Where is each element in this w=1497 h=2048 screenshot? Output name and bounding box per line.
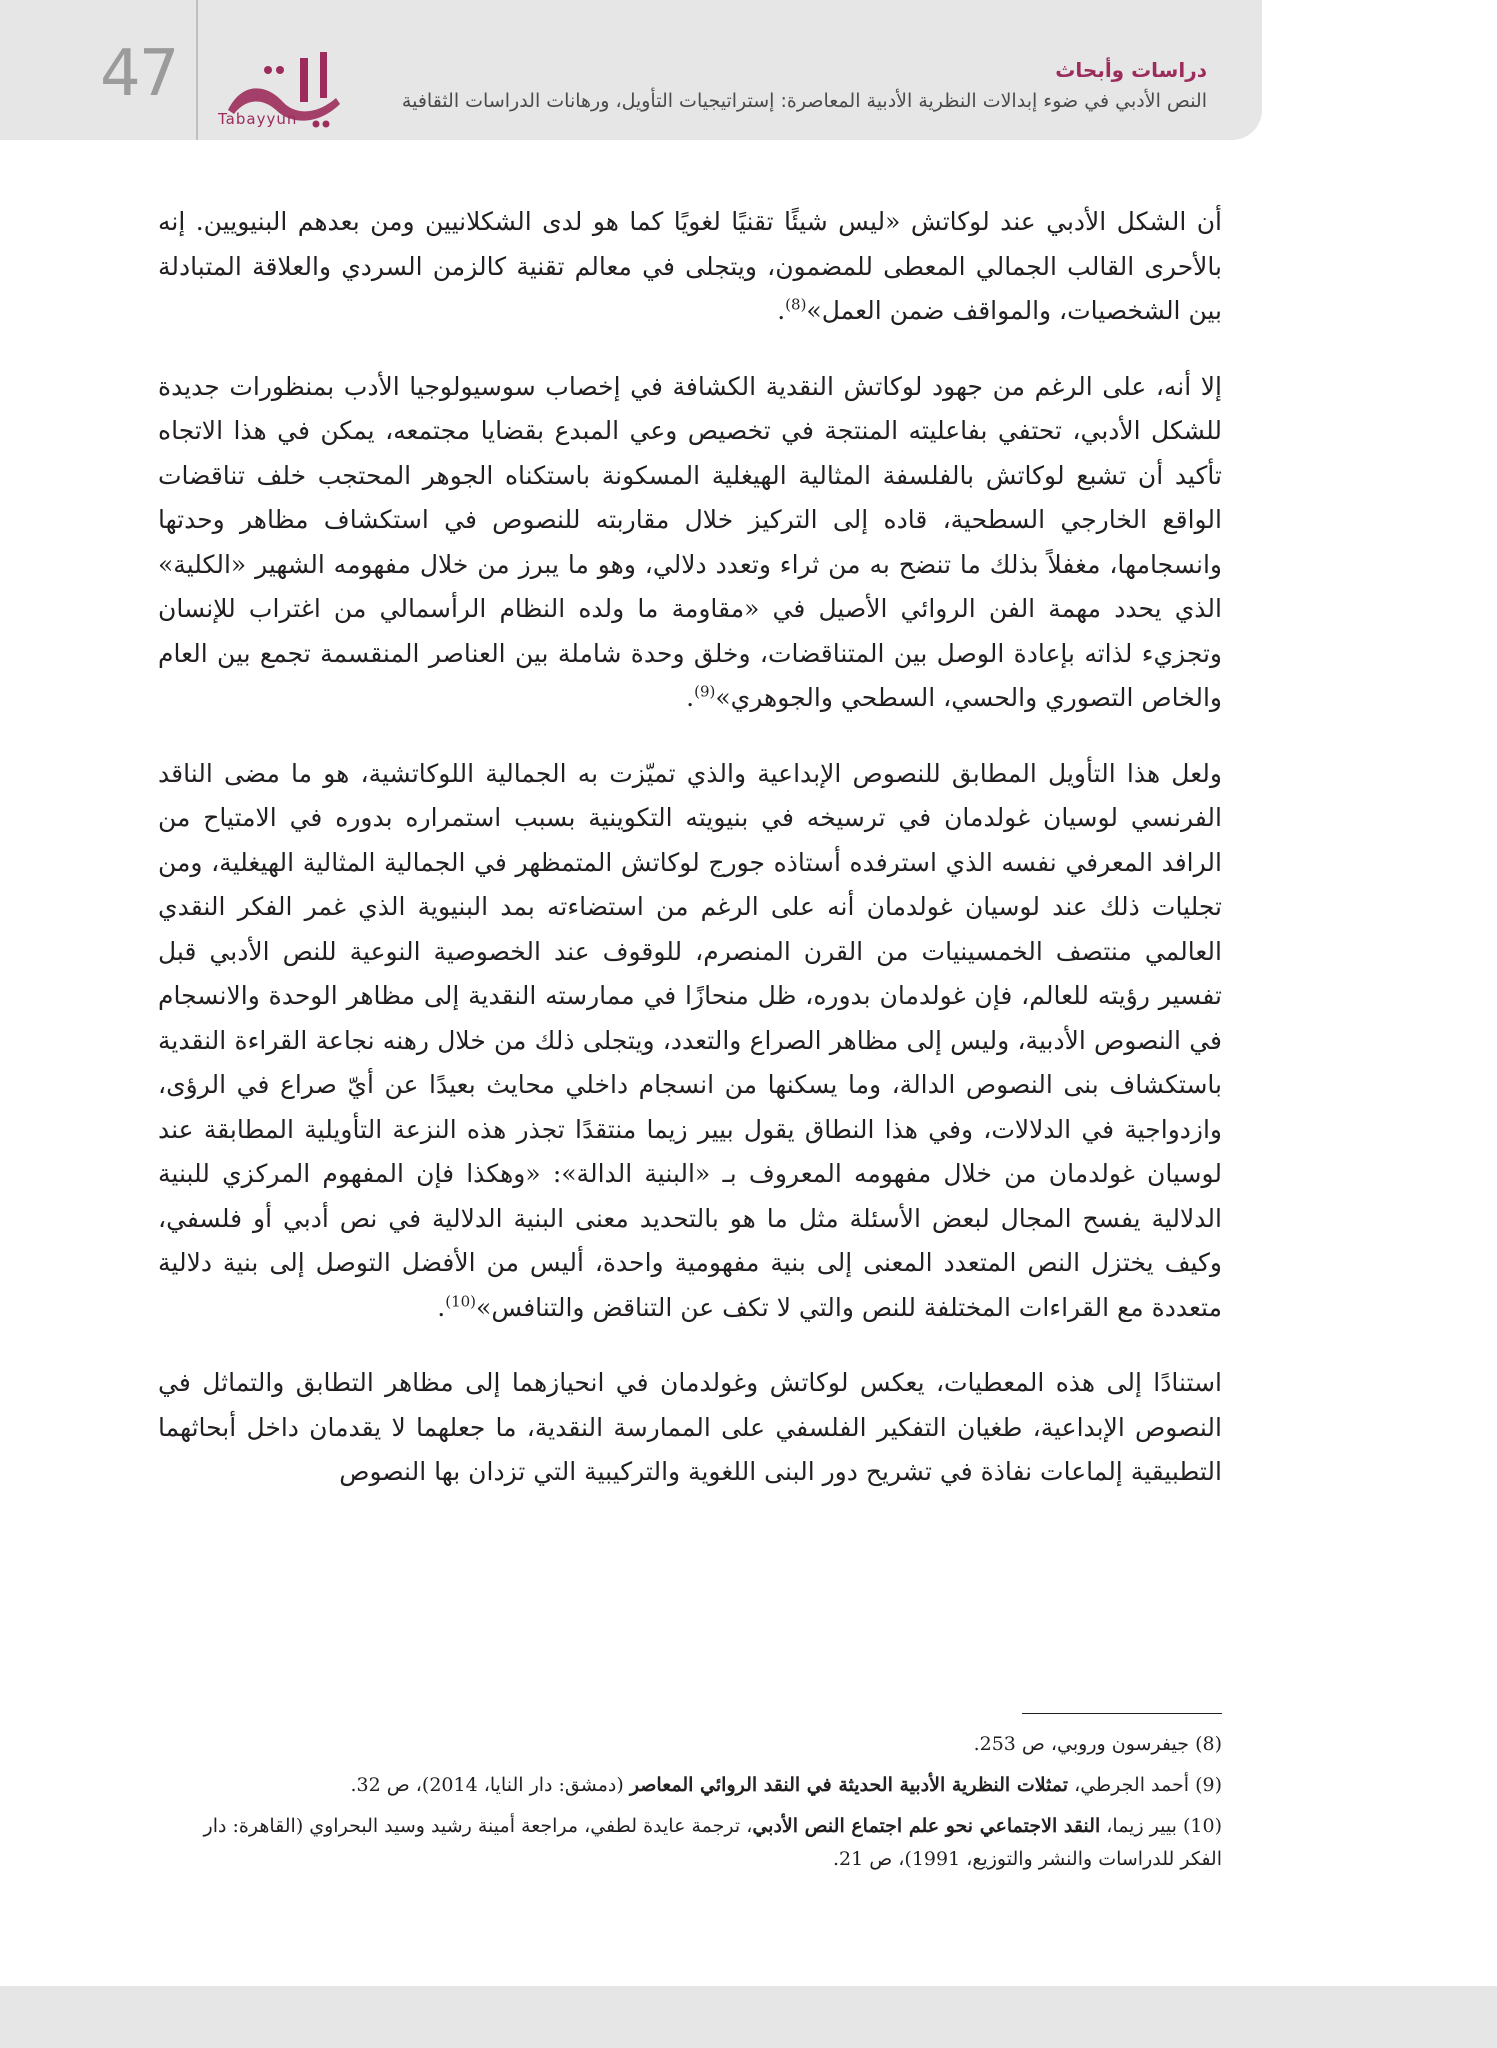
footnote-rule <box>1022 1713 1222 1714</box>
footnote-text: جيفرسون وروبي، ص 253. <box>973 1733 1190 1755</box>
bottom-band <box>0 1986 1497 2048</box>
footnote-text: بيير زيما، <box>1100 1815 1177 1837</box>
article-body <box>158 200 1222 1526</box>
footnote-book-title: النقد الاجتماعي نحو علم اجتماع النص الأدبي <box>752 1815 1101 1837</box>
footnote-text: ، ترجمة عايدة لطفي، مراجعة أمينة رشيد وسيد البحراوي (القاهرة: دار الفكر للدراسات والنشر والتوزيع، 1991)، ص 21. <box>203 1815 1222 1870</box>
paragraph-text: ولعل هذا التأويل المطابق للنصوص الإبداعية والذي تميّزت به الجمالية اللوكاتشية، هو ما مضى الناقد الفرنسي لوسيان غولدمان في ترسيخه في بنيويته التكوينية بسبب استمراره بدوره في الامتياح من الرافد المعرفي نفسه الذي استرفده أستاذه جورج لوكاتش المتمظهر في الجمالية المثالية الهيغلية، ومن تجليات ذلك عند لوسيان غولدمان أنه على الرغم من استضاءته بمد البنيوية الذي غمر الفكر النقدي العالمي منتصف الخمسينيات من القرن المنصرم، للوقوف عند الخصوصية النوعية للنص الأدبي قبل تفسير رؤيته للعالم، فإن غولدمان بدوره، ظل منحازًا في ممارسته النقدية إلى مظاهر الوحدة والانسجام في النصوص الأدبية، وليس إلى مظاهر الصراع والتعدد، ويتجلى ذلك من خلال رهنه نجاعة القراءة النقدية باستكشاف بنى النصوص الدالة، وما يسكنها من انسجام داخلي محايث بعيدًا عن أيّ صراع في الرؤى، وازدواجية في الدلالات، وفي هذا النطاق يقول بيير زيما منتقدًا تجذر هذه النزعة التأويلية المطابقة عند لوسيان غولدمان من خلال مفهومه المعروف بـ «البنية الدالة»: «وهكذا فإن المفهوم المركزي للبنية الدلالية يفسح المجال لبعض الأسئلة مثل ما هو بالتحديد معنى البنية الدلالية في نص أدبي أو فلسفي، وكيف يختزل النص المتعدد المعنى إلى بنية مفهومية واحدة، أليس من الأفضل التوصل إلى بنية دلالية متعددة مع القراءات المختلفة للنص والتي لا تكف عن التناقض والتنافس» <box>158 758 1222 1322</box>
footnotes <box>158 1728 1222 1884</box>
footnote-ref-9[interactable]: (9) <box>694 682 716 701</box>
footnote-text: أحمد الجرطي، <box>1068 1774 1190 1796</box>
paragraph-text: استنادًا إلى هذه المعطيات، يعكس لوكاتش وغولدمان في انحيازهما إلى مظاهر التطابق والتماثل في النصوص الإبداعية، طغيان التفكير الفلسفي على الممارسة النقدية، ما جعلهما لا يقدمان داخل أبحاثهما التطبيقية إلماعات نفاذة في تشريح دور البنى اللغوية والتركيبية التي تزدان بها النصوص <box>158 1368 1222 1486</box>
footnote-number: (9) <box>1195 1774 1222 1796</box>
footnote-ref-10[interactable]: (10) <box>445 1292 477 1311</box>
running-title: النص الأدبي في ضوء إبدالات النظرية الأدبية المعاصرة: إستراتيجيات التأويل، ورهانات الدراسات الثقافية <box>401 90 1207 112</box>
paragraph-text: أن الشكل الأدبي عند لوكاتش «ليس شيئًا تقنيًا لغويًا كما هو لدى الشكلانيين ومن بعدهم البنيويين. إنه بالأحرى القالب الجمالي المعطى للمضمون، ويتجلى في معالم تقنية كالزمن السردي والعلاقة المتبادلة بين الشخصيات، والمواقف ضمن العمل» <box>158 207 1222 325</box>
footnote-ref-8[interactable]: (8) <box>785 295 807 314</box>
footnote-number: (8) <box>1195 1733 1222 1755</box>
footnote-text: (دمشق: دار النايا، 2014)، ص 32. <box>350 1774 630 1796</box>
paragraph-1: أن الشكل الأدبي عند لوكاتش «ليس شيئًا تقنيًا لغويًا كما هو لدى الشكلانيين ومن بعدهم البنيويين. إنه بالأحرى القالب الجمالي المعطى للمضمون، ويتجلى في معالم تقنية كالزمن السردي والعلاقة المتبادلة بين الشخصيات، والمواقف ضمن العمل»$^{(8)}$. <box>158 207 1222 325</box>
paragraph-2: إلا أنه، على الرغم من جهود لوكاتش النقدية الكشافة في إخصاب سوسيولوجيا الأدب بمنظورات جديدة للشكل الأدبي، تحتفي بفاعليته المنتجة في تخصيص وعي المبدع بقضايا مجتمعه، يمكن في هذا الاتجاه تأكيد أن تشبع لوكاتش بالفلسفة المثالية الهيغلية المسكونة باستكناه الجوهر المحتجب خلف تناقضات الواقع الخارجي السطحية، قاده إلى التركيز خلال مقاربته للنصوص في استكشاف مظاهر وحدتها وانسجامها، مغفلاً بذلك ما تنضح به من ثراء وتعدد دلالي، وهو ما يبرز من خلال مفهومه الشهير «الكلية» الذي يحدد مهمة الفن الروائي الأصيل في «مقاومة ما ولده النظام الرأسمالي من اغتراب للإنسان وتجزيء لذاته بإعادة الوصل بين المتناقضات، وخلق وحدة شاملة بين العناصر المنقسمة تجمع بين العام والخاص التصوري والحسي، السطحي والجوهري»$^{(9)}$. <box>158 371 1222 712</box>
footnote-10 <box>158 1810 1222 1876</box>
footnote-8 <box>158 1728 1222 1761</box>
logo-latin-text: Tabayyun <box>218 110 298 128</box>
paragraph-3: ولعل هذا التأويل المطابق للنصوص الإبداعية والذي تميّزت به الجمالية اللوكاتشية، هو ما مضى الناقد الفرنسي لوسيان غولدمان في ترسيخه في بنيويته التكوينية بسبب استمراره بدوره في الامتياح من الرافد المعرفي نفسه الذي استرفده أستاذه جورج لوكاتش المتمظهر في الجمالية المثالية الهيغلية، ومن تجليات ذلك عند لوسيان غولدمان أنه على الرغم من استضاءته بمد البنيوية الذي غمر الفكر النقدي العالمي منتصف الخمسينيات من القرن المنصرم، للوقوف عند الخصوصية النوعية للنص الأدبي قبل تفسير رؤيته للعالم، فإن غولدمان بدوره، ظل منحازًا في ممارسته النقدية إلى مظاهر الوحدة والانسجام في النصوص الأدبية، وليس إلى مظاهر الصراع والتعدد، ويتجلى ذلك من خلال رهنه نجاعة القراءة النقدية باستكشاف بنى النصوص الدالة، وما يسكنها من انسجام داخلي محايث بعيدًا عن أيّ صراع في الرؤى، وازدواجية في الدلالات، وفي هذا النطاق يقول بيير زيما منتقدًا تجذر هذه النزعة التأويلية المطابقة عند لوسيان غولدمان من خلال مفهومه المعروف بـ «البنية الدالة»: «وهكذا فإن المفهوم المركزي للبنية الدلالية يفسح المجال لبعض الأسئلة مثل ما هو بالتحديد معنى البنية الدلالية في نص أدبي أو فلسفي، وكيف يختزل النص المتعدد المعنى إلى بنية مفهومية واحدة، أليس من الأفضل التوصل إلى بنية دلالية متعددة مع القراءات المختلفة للنص والتي لا تكف عن التناقض والتنافس»$^{(10)}$. <box>158 758 1222 1322</box>
section-label: دراسات وأبحاث <box>1055 58 1207 82</box>
paragraph-text: إلا أنه، على الرغم من جهود لوكاتش النقدية الكشافة في إخصاب سوسيولوجيا الأدب بمنظورات جديدة للشكل الأدبي، تحتفي بفاعليته المنتجة في تخصيص وعي المبدع بقضايا مجتمعه، يمكن في هذا الاتجاه تأكيد أن تشبع لوكاتش بالفلسفة المثالية الهيغلية المسكونة باستكناه الجوهر المحتجب خلف تناقضات الواقع الخارجي السطحية، قاده إلى التركيز خلال مقاربته للنصوص في استكشاف مظاهر وحدتها وانسجامها، مغفلاً بذلك ما تنضح به من ثراء وتعدد دلالي، وهو ما يبرز من خلال مفهومه الشهير «الكلية» الذي يحدد مهمة الفن الروائي الأصيل في «مقاومة ما ولده النظام الرأسمالي من اغتراب للإنسان وتجزيء لذاته بإعادة الوصل بين المتناقضات، وخلق وحدة شاملة بين العناصر المنقسمة تجمع بين العام والخاص التصوري والحسي، السطحي والجوهري» <box>158 371 1222 712</box>
paragraph-4 <box>158 1361 1222 1495</box>
header-divider <box>196 0 198 140</box>
page-number: 47 <box>100 37 178 111</box>
footnote-number: (10) <box>1182 1815 1222 1837</box>
footnote-book-title: تمثلات النظرية الأدبية الحديثة في النقد الروائي المعاصر <box>629 1774 1069 1796</box>
footnote-9 <box>158 1769 1222 1802</box>
